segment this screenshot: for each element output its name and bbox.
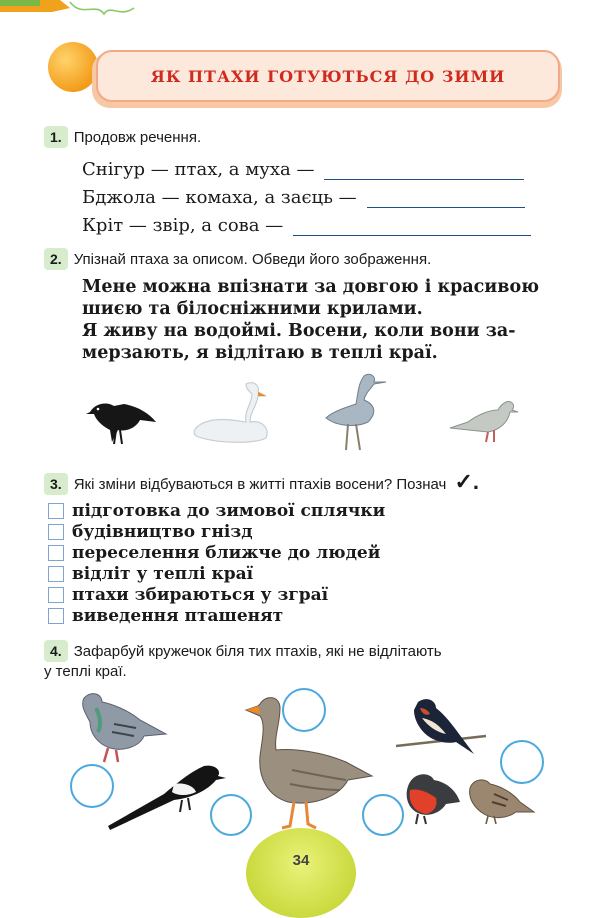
option-1[interactable] xyxy=(48,500,385,521)
option-1-label: підготовка до зимової сплячки xyxy=(72,500,386,521)
page-number: 34 xyxy=(292,852,310,869)
checkbox-2[interactable] xyxy=(48,524,64,540)
answer-blank-3[interactable] xyxy=(293,217,531,236)
task2-description xyxy=(82,276,562,364)
task3-options xyxy=(48,500,385,626)
task4-prompt-line2: у теплі краї. xyxy=(44,663,127,680)
option-6-label: виведення пташенят xyxy=(72,605,284,626)
task4-header xyxy=(44,640,564,682)
task2-desc-line-3: Я живу на водоймі. Восени, коли вони за- xyxy=(82,321,516,341)
task3-header xyxy=(44,469,480,495)
option-4[interactable] xyxy=(48,563,385,584)
option-5[interactable] xyxy=(48,584,385,605)
page-number-badge xyxy=(246,828,356,918)
task1-header xyxy=(44,126,201,148)
page-title: ЯК ПТАХИ ГОТУЮТЬСЯ ДО ЗИМИ xyxy=(150,66,506,86)
checkbox-1[interactable] xyxy=(48,503,64,519)
task1-line-2-text: Бджола — комаха, а заєць — xyxy=(82,187,357,208)
task1-number: 1. xyxy=(44,126,68,148)
task1-line-1 xyxy=(82,152,531,180)
option-3-label: переселення ближче до людей xyxy=(72,542,381,563)
title-banner xyxy=(96,50,560,102)
task3-number: 3. xyxy=(44,473,68,495)
task3-prompt: Які зміни відбуваються в житті птахів восени? Познач xyxy=(73,476,447,493)
heron-image[interactable] xyxy=(318,370,392,452)
magpie-image[interactable] xyxy=(104,760,228,832)
task1-line-3 xyxy=(82,208,531,236)
option-3[interactable] xyxy=(48,542,385,563)
sparrow-image[interactable] xyxy=(464,772,538,824)
pencil-decoration xyxy=(0,0,160,22)
option-4-label: відліт у теплі краї xyxy=(72,563,254,584)
task1-line-1-text: Снігур — птах, а муха — xyxy=(82,159,315,180)
checkbox-5[interactable] xyxy=(48,587,64,603)
task1-line-2 xyxy=(82,180,531,208)
check-mark-icon: ✓. xyxy=(454,469,480,494)
option-2[interactable] xyxy=(48,521,385,542)
checkbox-3[interactable] xyxy=(48,545,64,561)
option-6[interactable] xyxy=(48,605,385,626)
dove-image[interactable] xyxy=(448,394,520,446)
swallow-image[interactable] xyxy=(392,694,488,764)
task4-number: 4. xyxy=(44,640,68,662)
task2-header xyxy=(44,248,431,270)
task1-lines xyxy=(82,152,531,236)
title-ball-decoration xyxy=(48,42,98,92)
circle-bullfinch[interactable] xyxy=(362,794,404,836)
task2-desc-line-1: Мене можна впізнати за довгою і красивою xyxy=(82,277,540,297)
answer-blank-2[interactable] xyxy=(367,189,525,208)
task2-prompt: Упізнай птаха за описом. Обведи його зображення. xyxy=(73,251,432,268)
task1-line-3-text: Кріт — звір, а сова — xyxy=(82,215,284,236)
checkbox-4[interactable] xyxy=(48,566,64,582)
checkbox-6[interactable] xyxy=(48,608,64,624)
task2-number: 2. xyxy=(44,248,68,270)
bullfinch-image[interactable] xyxy=(400,770,464,826)
swan-image[interactable] xyxy=(186,378,272,448)
task2-desc-line-4: мерзають, я відлітаю в теплі краї. xyxy=(82,343,438,363)
option-5-label: птахи збираються у зграї xyxy=(72,584,329,605)
crow-image[interactable] xyxy=(84,392,160,448)
task1-prompt: Продовж речення. xyxy=(73,129,202,146)
answer-blank-1[interactable] xyxy=(324,161,524,180)
circle-goose[interactable] xyxy=(282,688,326,732)
option-2-label: будівництво гнізд xyxy=(72,521,253,542)
task2-desc-line-2: шиєю та білосніжними крилами. xyxy=(82,299,423,319)
task4-prompt-line1: Зафарбуй кружечок біля тих птахів, які не відлітають xyxy=(73,643,442,660)
